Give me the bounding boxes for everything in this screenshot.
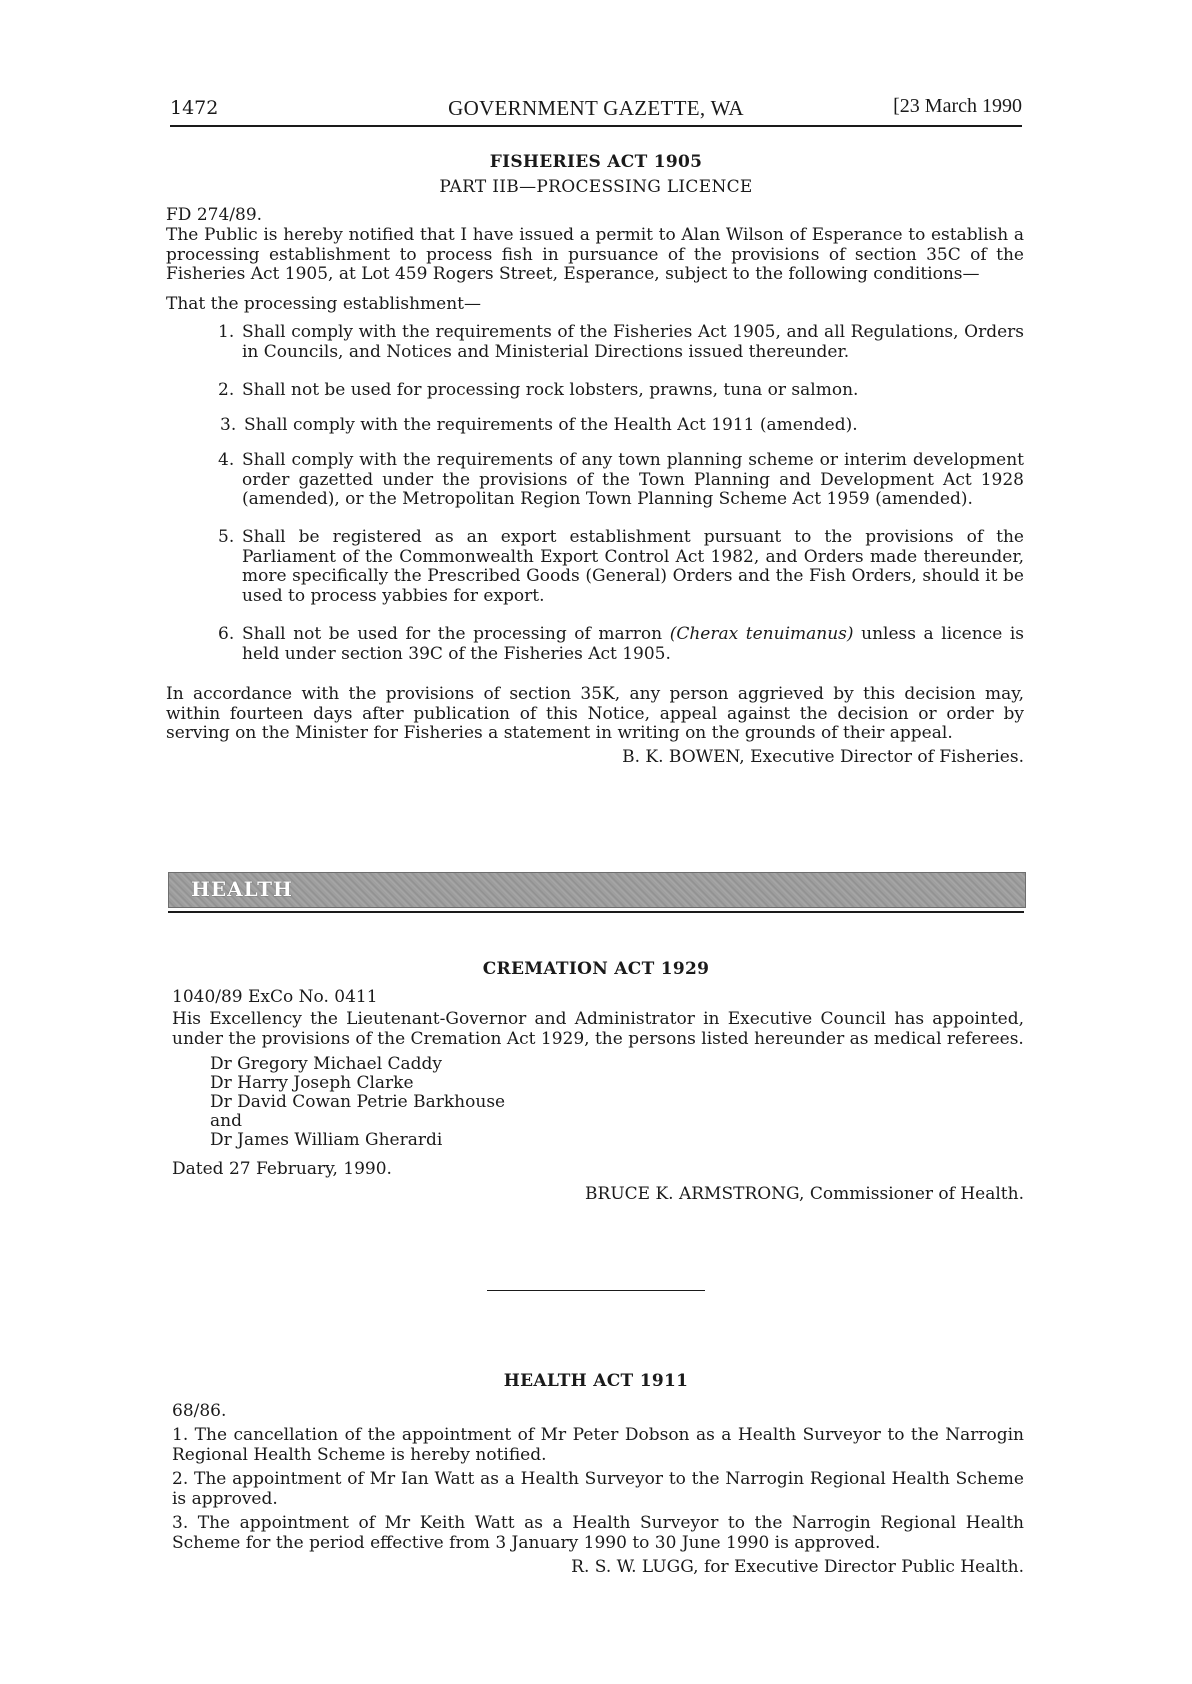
condition-number: 5. bbox=[218, 527, 235, 547]
condition-text: Shall comply with the requirements of any town planning scheme or interim development order gazetted under the provisions of the Town Planning and Development Act 1928 (amended), or the Metropolitan Region Town Planning Scheme Act 1959 (amended). bbox=[242, 450, 1024, 510]
fisheries-lead: That the processing establishment— bbox=[166, 294, 481, 314]
cremation-signature: BRUCE K. ARMSTRONG, Commissioner of Health. bbox=[585, 1184, 1024, 1204]
fisheries-act-title: FISHERIES ACT 1905 bbox=[489, 152, 703, 172]
health-act-item: 3. The appointment of Mr Keith Watt as a Health Surveyor to the Narrogin Regional Health Scheme for the period effective from 3 January 1990 to 30 June 1990 is approved. bbox=[172, 1513, 1024, 1553]
cremation-act-title: CREMATION ACT 1929 bbox=[482, 959, 710, 979]
issue-date: [23 March 1990 bbox=[893, 95, 1022, 117]
list-item: Dr Gregory Michael Caddy bbox=[210, 1054, 443, 1074]
section-banner-label: HEALTH bbox=[191, 877, 293, 901]
fisheries-signature: B. K. BOWEN, Executive Director of Fisheries. bbox=[622, 747, 1024, 767]
condition-number: 2. bbox=[218, 380, 235, 400]
condition-item bbox=[220, 416, 1024, 436]
condition-item bbox=[218, 528, 1024, 606]
condition-text: Shall not be used for processing rock lobsters, prawns, tuna or salmon. bbox=[242, 380, 859, 400]
page-number: 1472 bbox=[170, 97, 219, 119]
condition-item bbox=[218, 625, 1024, 664]
health-act-item: 1. The cancellation of the appointment of Mr Peter Dobson as a Health Surveyor to the Narrogin Regional Health Scheme is hereby notified. bbox=[172, 1425, 1024, 1465]
condition-number: 1. bbox=[218, 322, 235, 342]
condition-item bbox=[218, 451, 1024, 510]
health-act-title: HEALTH ACT 1911 bbox=[503, 1371, 689, 1391]
header-rule bbox=[170, 125, 1022, 127]
divider-rule bbox=[487, 1290, 705, 1291]
fisheries-intro: The Public is hereby notified that I have issued a permit to Alan Wilson of Esperance to establish a processing establishment to process fish in pursuance of the provisions of section 35C of the Fisheries Act 1905, at Lot 459 Rogers Street, Esperance, subject to the following conditions— bbox=[166, 225, 1024, 285]
condition-number: 3. bbox=[220, 415, 237, 435]
health-act-reference: 68/86. bbox=[172, 1401, 227, 1421]
appeal-paragraph: In accordance with the provisions of section 35K, any person aggrieved by this decision may, within fourteen days after publication of this Notice, appeal against the decision or order by serving on the Minister for Fisheries a statement in writing on the grounds of their appeal. bbox=[166, 684, 1024, 744]
health-act-signature: R. S. W. LUGG, for Executive Director Public Health. bbox=[571, 1557, 1024, 1577]
health-act-item: 2. The appointment of Mr Ian Watt as a Health Surveyor to the Narrogin Regional Health Scheme is approved. bbox=[172, 1469, 1024, 1509]
section-rule bbox=[168, 911, 1024, 913]
condition-text: Shall be registered as an export establishment pursuant to the provisions of the Parliament of the Commonwealth Export Control Act 1982, and Orders made thereunder, more specifically the Prescribed Goods (General) Orders and the Fish Orders, should it be used to process yabbies for export. bbox=[242, 527, 1024, 606]
fisheries-reference: FD 274/89. bbox=[166, 205, 263, 225]
cremation-dated: Dated 27 February, 1990. bbox=[172, 1159, 392, 1179]
list-item: Dr David Cowan Petrie Barkhouse bbox=[210, 1092, 506, 1112]
cremation-reference: 1040/89 ExCo No. 0411 bbox=[172, 987, 378, 1007]
condition-number: 4. bbox=[218, 450, 235, 470]
condition-text: Shall comply with the requirements of the Fisheries Act 1905, and all Regulations, Orders in Councils, and Notices and Ministerial Directions issued thereunder. bbox=[242, 322, 1024, 362]
fisheries-act-subtitle: PART IIB—PROCESSING LICENCE bbox=[439, 177, 753, 197]
condition-item bbox=[218, 323, 1024, 362]
list-item: Dr Harry Joseph Clarke bbox=[210, 1073, 414, 1093]
list-item: Dr James William Gherardi bbox=[210, 1130, 443, 1150]
condition-item bbox=[218, 381, 1024, 401]
publication-title: GOVERNMENT GAZETTE, WA bbox=[448, 96, 744, 120]
species-name: (Cherax tenuimanus) bbox=[669, 624, 854, 644]
condition-text: Shall not be used for the processing of marron (Cherax tenuimanus) unless a licence is held under section 39C of the Fisheries Act 1905. bbox=[242, 624, 1024, 664]
cremation-intro: His Excellency the Lieutenant-Governor and Administrator in Executive Council has appointed, under the provisions of the Cremation Act 1929, the persons listed hereunder as medical referees. bbox=[172, 1009, 1024, 1049]
list-item: and bbox=[210, 1111, 242, 1131]
medical-referees-list bbox=[210, 1055, 505, 1150]
condition-text: Shall comply with the requirements of the Health Act 1911 (amended). bbox=[244, 415, 858, 435]
condition-number: 6. bbox=[218, 624, 235, 644]
health-section-banner bbox=[168, 872, 1026, 908]
